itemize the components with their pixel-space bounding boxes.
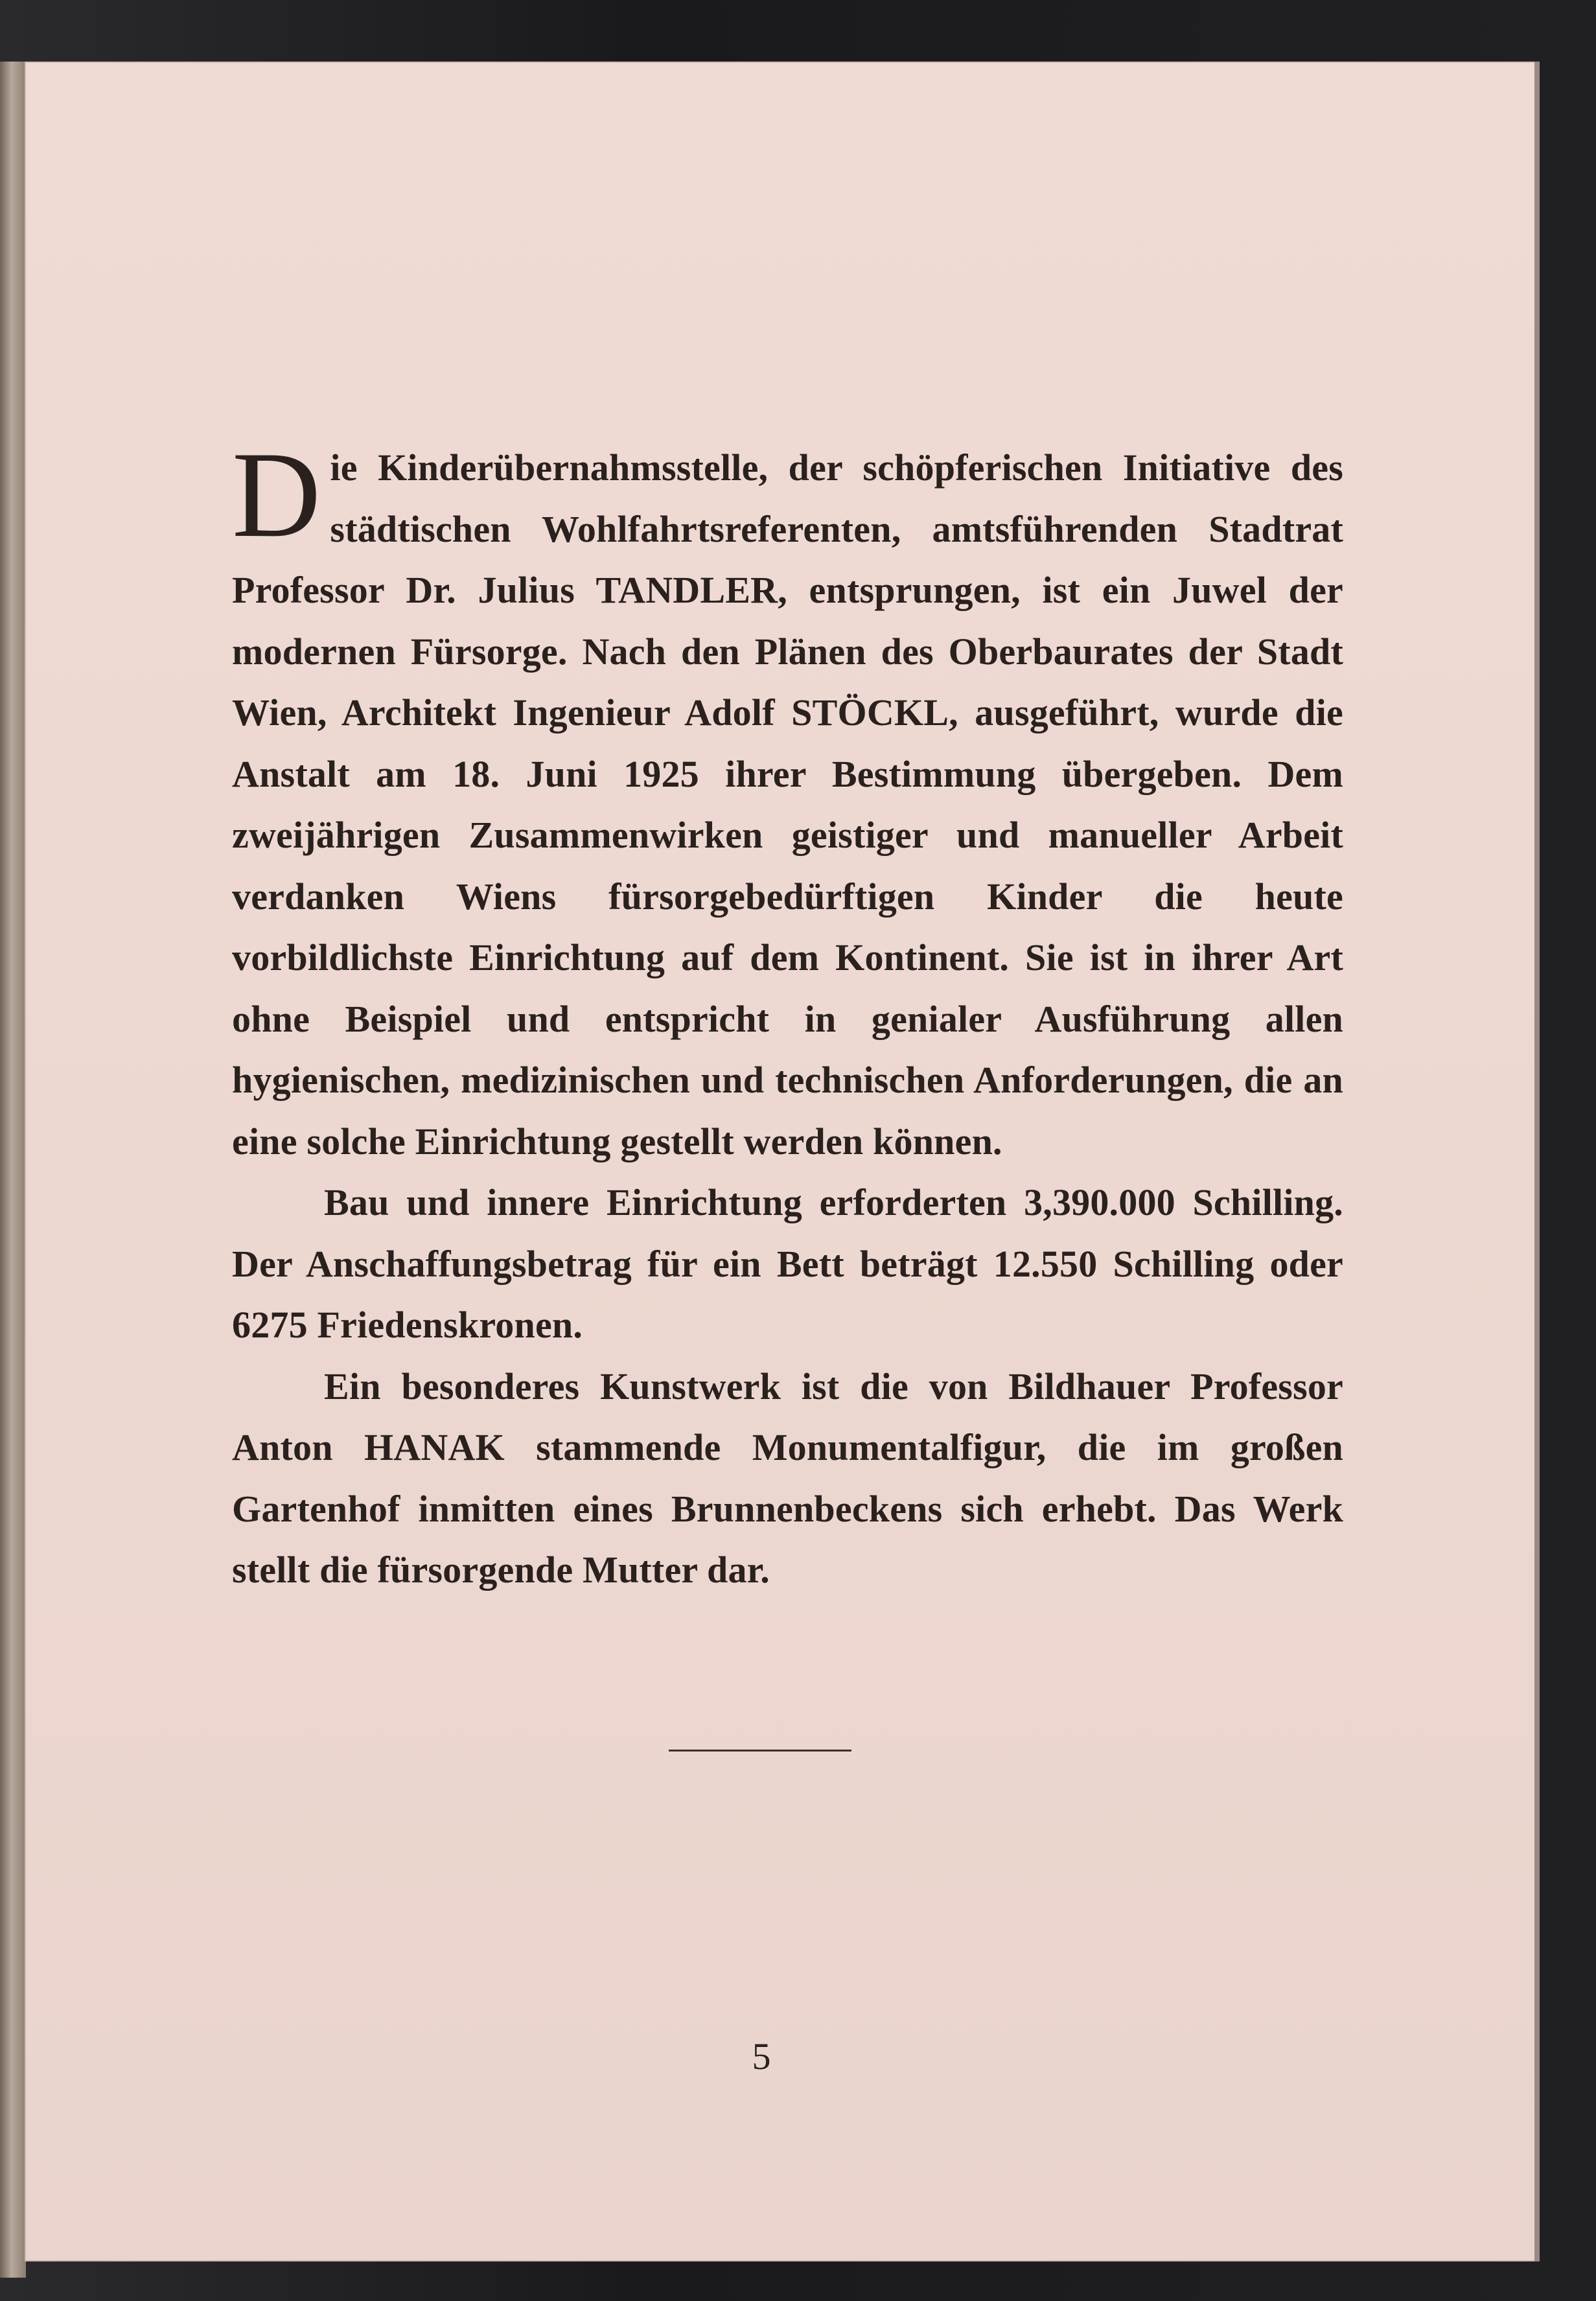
- section-divider: [669, 1750, 851, 1752]
- paragraph-intro-text: ie Kinderübernahmsstelle, der schöpferischen Initiative des städtischen Wohlfahrtsreferenten, amtsführenden Stadtrat Professor Dr. Julius TANDLER, entsprungen, ist ein Juwel der modernen Fürsorge. Nach den Plänen des Oberbaurates der Stadt Wien, Architekt Ingenieur Adolf STÖCKL, ausgeführt, wurde die Anstalt am 18. Juni 1925 ihrer Bestimmung übergeben. Dem zweijährigen Zusammenwirken geistiger und manueller Arbeit verdanken Wiens fürsorgebedürftigen Kinder die heute vorbildlichste Einrichtung auf dem Kontinent. Sie ist in ihrer Art ohne Beispiel und entspricht in genialer Ausführung allen hygienischen, medizinischen und technischen Anforderungen, die an eine solche Einrichtung gestellt werden können.: [232, 446, 1343, 1162]
- page-right-edge: [1534, 62, 1540, 2261]
- paragraph-costs: Bau und innere Einrichtung erforderten 3,390.000 Schilling. Der Anschaffungsbetrag für ein Bett beträgt 12.550 Schilling oder 6275 Friedenskronen.: [232, 1181, 1343, 1346]
- previous-page-edge: [0, 62, 26, 2278]
- paragraph-artwork: Ein besonderes Kunstwerk ist die von Bildhauer Professor Anton HANAK stammende Monumentalfigur, die im großen Gartenhof inmitten eines Brunnenbeckens sich erhebt. Das Werk stellt die fürsorgende Mutter dar.: [232, 1365, 1343, 1591]
- paragraph-intro: [232, 427, 1343, 1172]
- body-text: [232, 427, 1343, 1601]
- book-page: [25, 62, 1538, 2261]
- drop-cap: D: [232, 427, 321, 563]
- page-number: 5: [752, 2035, 771, 2077]
